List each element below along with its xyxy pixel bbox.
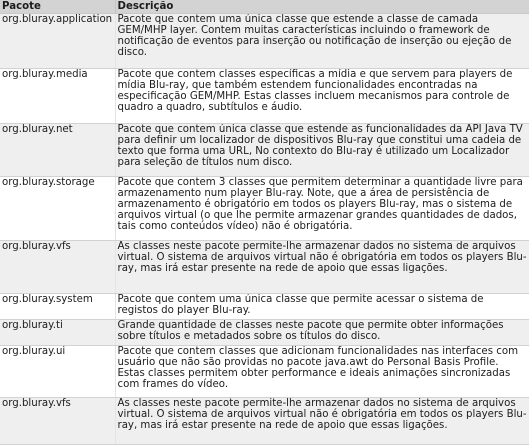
description-cell: Pacote que contem classes específicas a mídia e que servem para players de mídia Blu-ray, que também estendem funcionalidades encontradas na especificação GEM/MHP. Estas classes incluem mecanismos para controle de quadro a quadro, subtítulos e áudio. [115,69,529,124]
table-row [0,177,529,241]
table-header-row [0,0,529,14]
header-description: Descrição [115,0,529,14]
description-cell: As classes neste pacote permite-lhe armazenar dados no sistema de arquivos virtual. O sistema de arquivos virtual não é obrigatória em todos os players Blu-ray, mas irá estar presente na rede de apoio que essas ligações. [115,241,529,294]
package-cell: org.bluray.vfs [0,241,115,294]
table-row [0,320,529,346]
table-row [0,69,529,124]
package-cell: org.bluray.storage [0,177,115,241]
description-cell: Pacote que contem uma única classe que permite acessar o sistema de registos do player Blu-ray. [115,294,529,320]
table-row [0,294,529,320]
description-cell: Pacote que contem única classe que estende as funcionalidades da API Java TV para definir um localizador de dispositivos Blu-ray que constitui uma cadeia de texto que forma uma URL, No contexto do Blu-ray é utilizado um Localizador para seleção de títulos num disco. [115,124,529,177]
description-cell: Grande quantidade de classes neste pacote que permite obter informações sobre títulos e metadados sobre os títulos do disco. [115,320,529,346]
package-cell: org.bluray.media [0,69,115,124]
package-cell: org.bluray.application [0,14,115,69]
table-row [0,241,529,294]
package-cell: org.bluray.system [0,294,115,320]
description-cell: Pacote que contem classes que adicionam funcionalidades nas interfaces com usuário que não são providas no pacote java.awt do Personal Basis Profile. Estas classes permitem obter performance e ideais animações sincronizadas com frames do vídeo. [115,346,529,398]
description-cell: As classes neste pacote permite-lhe armazenar dados no sistema de arquivos virtual. O sistema de arquivos virtual não é obrigatória em todos os players Blu-ray, mas irá estar presente na rede de apoio que essas ligações. [115,398,529,445]
table-row [0,398,529,445]
table-row [0,124,529,177]
package-cell: org.bluray.ui [0,346,115,398]
description-cell: Pacote que contem 3 classes que permitem determinar a quantidade livre para armazenamento num player Blu-ray. Note, que a área de persistência de armazenamento é obrigatório em todos os players Blu-ray, mas o sistema de arquivos virtual (o que lhe permite armazenar grandes quantidades de dados, tais como conteúdos vídeo) não é obrigatória. [115,177,529,241]
header-package: Pacote [0,0,115,14]
table-row [0,346,529,398]
table-row [0,14,529,69]
package-cell: org.bluray.net [0,124,115,177]
description-cell: Pacote que contem uma única classe que estende a classe de camada GEM/MHP layer. Contem muitas características incluindo o framework de notificação de eventos para inserção ou notificação de inserção ou ejeção de disco. [115,14,529,69]
package-cell: org.bluray.ti [0,320,115,346]
package-cell: org.bluray.vfs [0,398,115,445]
